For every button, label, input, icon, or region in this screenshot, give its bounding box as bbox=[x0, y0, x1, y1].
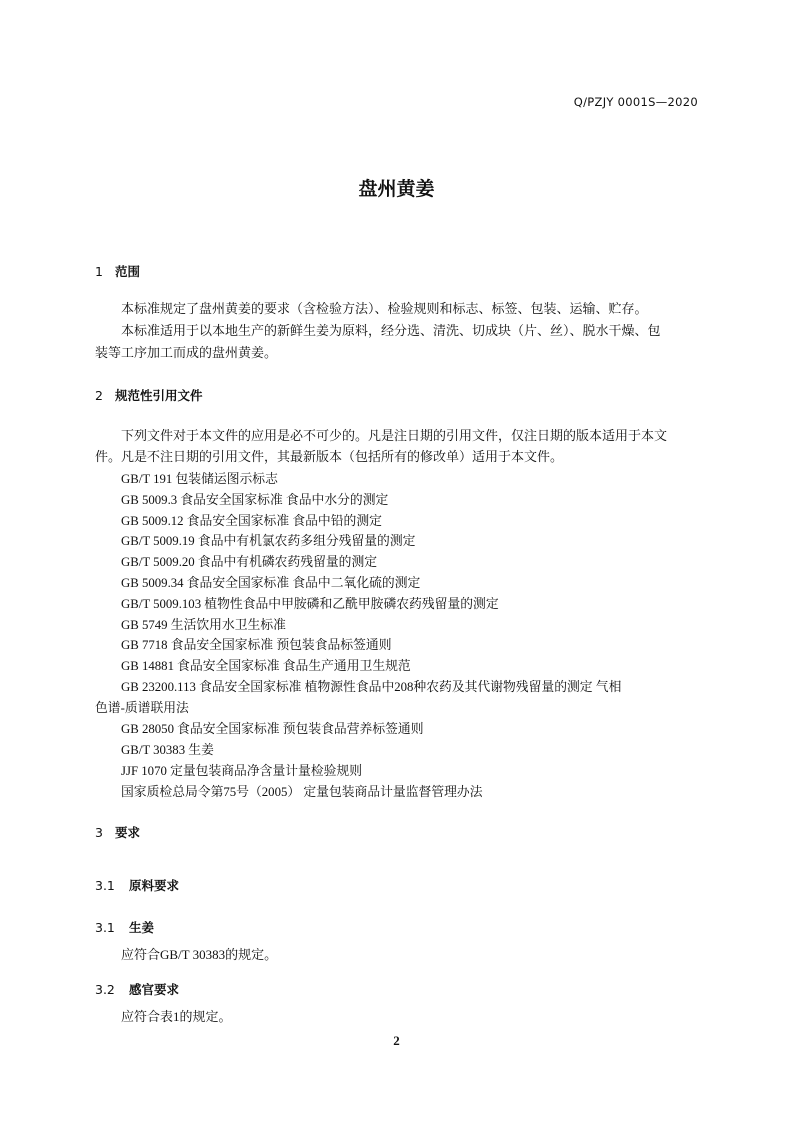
section-number: 3.1 bbox=[95, 878, 115, 893]
reference-item: GB 23200.113 食品安全国家标准 植物源性食品中208种农药及其代谢物残留量的测定 气相 bbox=[121, 680, 622, 694]
standard-code: Q/PZJY 0001S—2020 bbox=[573, 95, 698, 109]
section-title: 感官要求 bbox=[129, 982, 180, 997]
page-number: 2 bbox=[393, 1033, 400, 1048]
scope-paragraph-2-line-1: 本标准适用于以本地生产的新鲜生姜为原料，经分选、清洗、切成块（片、丝）、脱水干燥、包 bbox=[121, 323, 661, 338]
reference-item: GB 5009.34 食品安全国家标准 食品中二氧化硫的测定 bbox=[121, 576, 421, 590]
reference-item: GB 28050 食品安全国家标准 预包装食品营养标签通则 bbox=[121, 722, 424, 736]
scope-paragraph-2-line-2: 装等工序加工而成的盘州黄姜。 bbox=[95, 345, 278, 360]
reference-item: GB/T 5009.19 食品中有机氯农药多组分残留量的测定 bbox=[121, 534, 416, 548]
sensory-requirement-text: 应符合表1的规定。 bbox=[121, 1009, 232, 1024]
ginger-requirement-text: 应符合GB/T 30383的规定。 bbox=[121, 947, 278, 962]
reference-item: GB/T 30383 生姜 bbox=[121, 743, 214, 757]
section-number: 1 bbox=[95, 264, 103, 279]
section-3-1-ginger-heading bbox=[95, 918, 154, 936]
reference-item: GB 7718 食品安全国家标准 预包装食品标签通则 bbox=[121, 638, 392, 652]
references-intro-line-2: 件。凡是不注日期的引用文件，其最新版本（包括所有的修改单）适用于本文件。 bbox=[95, 449, 564, 464]
document-title: 盘州黄姜 bbox=[358, 178, 435, 200]
reference-item: 国家质检总局令第75号（2005） 定量包装商品计量监督管理办法 bbox=[121, 785, 483, 799]
reference-item: GB/T 191 包装储运图示标志 bbox=[121, 472, 278, 486]
section-3-heading bbox=[95, 823, 140, 841]
section-2-heading bbox=[95, 386, 203, 404]
reference-item: GB 5749 生活饮用水卫生标准 bbox=[121, 618, 286, 632]
section-title: 生姜 bbox=[129, 920, 155, 935]
section-title: 范围 bbox=[115, 264, 141, 279]
section-number: 3 bbox=[95, 825, 103, 840]
reference-item: GB/T 5009.20 食品中有机磷农药残留量的测定 bbox=[121, 555, 378, 569]
section-3-1-heading bbox=[95, 876, 179, 894]
section-number: 2 bbox=[95, 388, 103, 403]
reference-item: GB 14881 食品安全国家标准 食品生产通用卫生规范 bbox=[121, 659, 411, 673]
section-title: 规范性引用文件 bbox=[115, 388, 203, 403]
section-1-heading bbox=[95, 262, 140, 280]
reference-item-continuation: 色谱-质谱联用法 bbox=[95, 701, 189, 715]
reference-item: GB 5009.12 食品安全国家标准 食品中铅的测定 bbox=[121, 514, 382, 528]
reference-item: GB 5009.3 食品安全国家标准 食品中水分的测定 bbox=[121, 493, 389, 507]
section-3-2-heading bbox=[95, 980, 179, 998]
scope-paragraph-1: 本标准规定了盘州黄姜的要求（含检验方法）、检验规则和标志、标签、包装、运输、贮存。 bbox=[121, 301, 648, 316]
section-title: 原料要求 bbox=[129, 878, 180, 893]
section-number: 3.1 bbox=[95, 920, 115, 935]
section-title: 要求 bbox=[115, 825, 141, 840]
reference-item: JJF 1070 定量包装商品净含量计量检验规则 bbox=[121, 764, 363, 778]
references-intro-line-1: 下列文件对于本文件的应用是必不可少的。凡是注日期的引用文件，仅注日期的版本适用于本文 bbox=[121, 428, 668, 443]
reference-item: GB/T 5009.103 植物性食品中甲胺磷和乙酰甲胺磷农药残留量的测定 bbox=[121, 597, 499, 611]
section-number: 3.2 bbox=[95, 982, 115, 997]
